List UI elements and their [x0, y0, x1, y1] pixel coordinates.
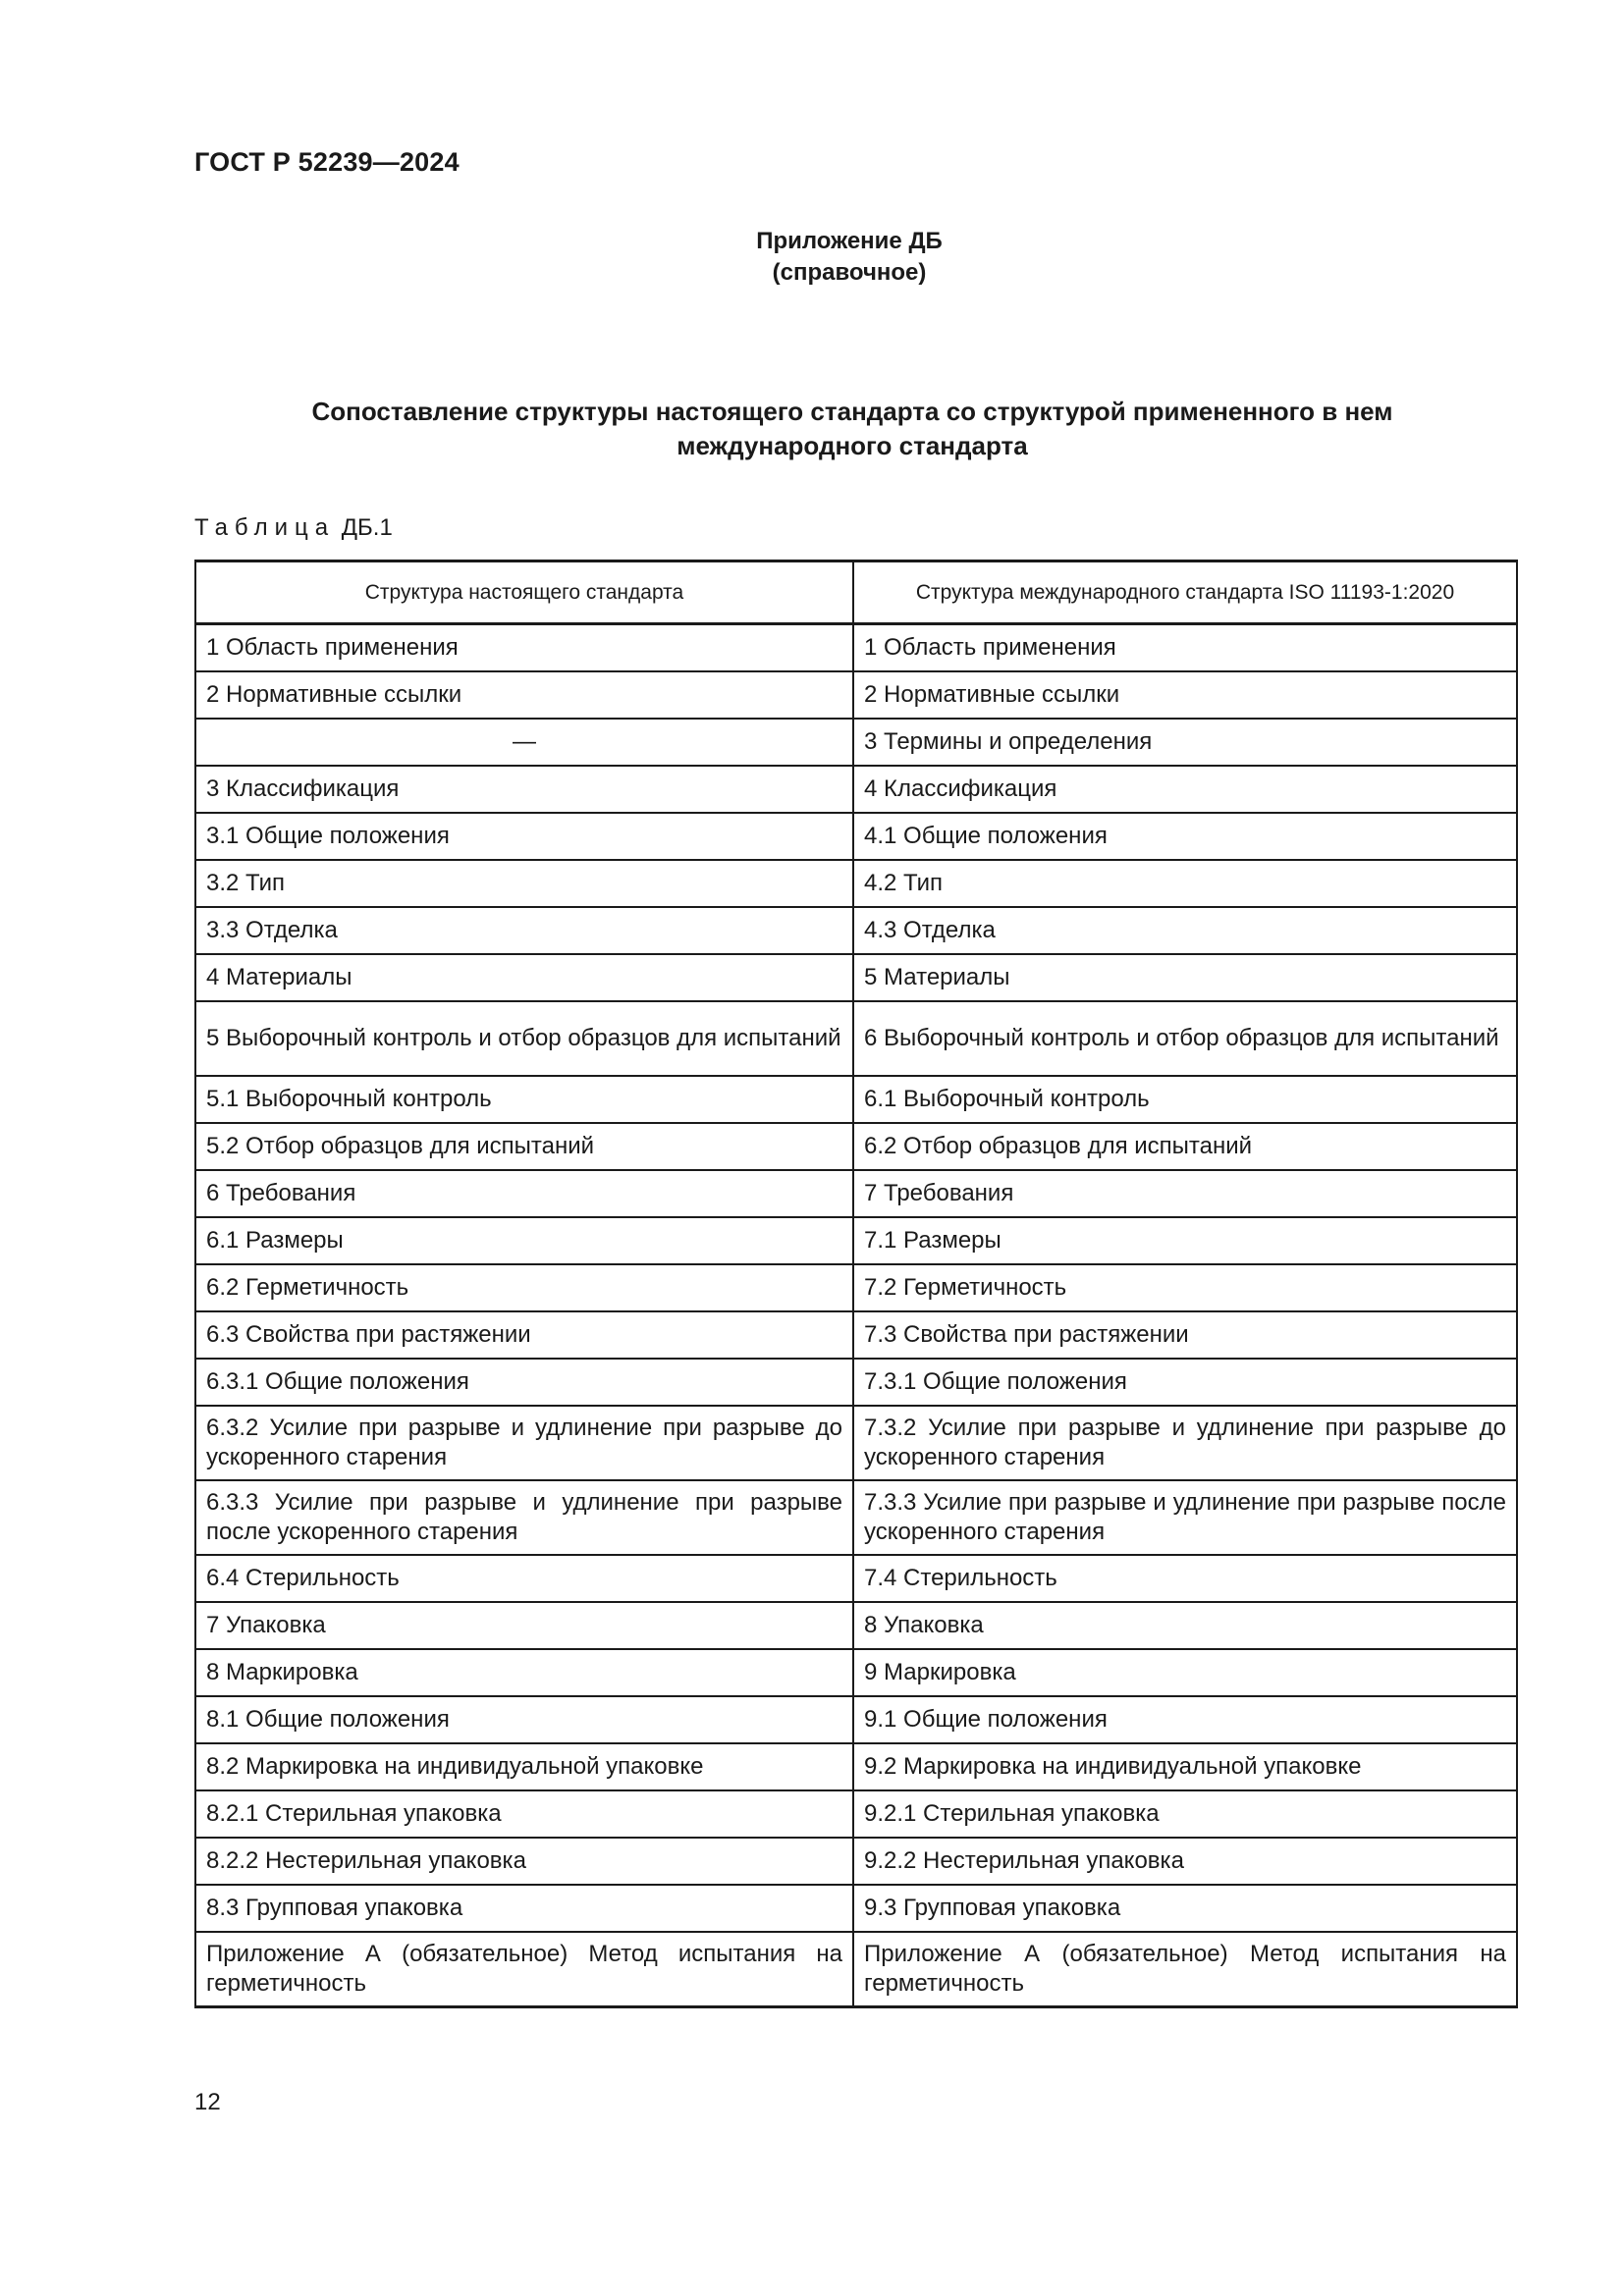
cell-national-structure: 8 Маркировка — [195, 1649, 853, 1696]
cell-national-structure: 2 Нормативные ссылки — [195, 671, 853, 719]
table-row — [195, 1602, 1517, 1649]
cell-national-structure: 6 Требования — [195, 1170, 853, 1217]
table-caption — [194, 514, 393, 542]
cell-national-structure: 6.1 Размеры — [195, 1217, 853, 1264]
cell-national-structure: 8.2.2 Нестерильная упаковка — [195, 1838, 853, 1885]
table-row — [195, 1696, 1517, 1743]
cell-national-structure: 8.2.1 Стерильная упаковка — [195, 1790, 853, 1838]
cell-national-structure: 6.4 Стерильность — [195, 1555, 853, 1602]
table-caption-word: Таблица — [194, 514, 336, 541]
cell-national-structure: 6.2 Герметичность — [195, 1264, 853, 1311]
table-row — [195, 1217, 1517, 1264]
annex-heading — [0, 226, 1624, 289]
table-caption-number: ДБ.1 — [341, 514, 393, 541]
table-row — [195, 1001, 1517, 1076]
cell-international-structure: 7.2 Герметичность — [853, 1264, 1517, 1311]
cell-national-structure: 8.1 Общие положения — [195, 1696, 853, 1743]
cell-national-structure: 3.3 Отделка — [195, 907, 853, 954]
cell-national-structure: 6.3 Свойства при растяжении — [195, 1311, 853, 1359]
table-row — [195, 1359, 1517, 1406]
cell-national-structure: 8.3 Групповая упаковка — [195, 1885, 853, 1932]
table-row — [195, 766, 1517, 813]
cell-national-structure: 6.3.1 Общие положения — [195, 1359, 853, 1406]
cell-international-structure: 7.1 Размеры — [853, 1217, 1517, 1264]
table-row — [195, 860, 1517, 907]
cell-national-structure: Приложение А (обязательное) Метод испытания на герметичность — [195, 1932, 853, 2007]
section-title-line-1: Сопоставление структуры настоящего стандарта со структурой примененного в нем — [311, 397, 1393, 426]
cell-international-structure: 7.3.3 Усилие при разрыве и удлинение при разрыве после ускоренного старения — [853, 1480, 1517, 1555]
column-header-national: Структура настоящего стандарта — [195, 561, 853, 624]
cell-international-structure: 7.4 Стерильность — [853, 1555, 1517, 1602]
cell-national-structure: 1 Область применения — [195, 624, 853, 672]
cell-international-structure: 4 Классификация — [853, 766, 1517, 813]
table-row — [195, 1406, 1517, 1480]
table-row — [195, 1932, 1517, 2007]
cell-international-structure: 8 Упаковка — [853, 1602, 1517, 1649]
cell-national-structure: 6.3.2 Усилие при разрыве и удлинение при разрыве до ускоренного старения — [195, 1406, 853, 1480]
cell-international-structure: 9.1 Общие положения — [853, 1696, 1517, 1743]
cell-international-structure: 9.2.1 Стерильная упаковка — [853, 1790, 1517, 1838]
section-title-line-2: международного стандарта — [677, 431, 1028, 460]
column-header-international: Структура международного стандарта ISO 11193-1:2020 — [853, 561, 1517, 624]
cell-international-structure: 7 Требования — [853, 1170, 1517, 1217]
table-row — [195, 1555, 1517, 1602]
cell-national-structure: 4 Материалы — [195, 954, 853, 1001]
cell-international-structure: 9.3 Групповая упаковка — [853, 1885, 1517, 1932]
cell-international-structure: 6 Выборочный контроль и отбор образцов для испытаний — [853, 1001, 1517, 1076]
section-title — [194, 395, 1510, 463]
cell-international-structure: 3 Термины и определения — [853, 719, 1517, 766]
table-row — [195, 1649, 1517, 1696]
table-row — [195, 813, 1517, 860]
cell-national-structure: 5.1 Выборочный контроль — [195, 1076, 853, 1123]
table-row — [195, 1480, 1517, 1555]
table-body — [195, 624, 1517, 2007]
cell-national-structure: — — [195, 719, 853, 766]
table-row — [195, 1264, 1517, 1311]
table-row — [195, 1743, 1517, 1790]
cell-national-structure: 3 Классификация — [195, 766, 853, 813]
cell-international-structure: 2 Нормативные ссылки — [853, 671, 1517, 719]
cell-national-structure: 3.1 Общие положения — [195, 813, 853, 860]
cell-international-structure: 1 Область применения — [853, 624, 1517, 672]
annex-title: Приложение ДБ — [756, 228, 943, 254]
table-header-row — [195, 561, 1517, 624]
cell-international-structure: 4.2 Тип — [853, 860, 1517, 907]
table-row — [195, 671, 1517, 719]
cell-national-structure: 3.2 Тип — [195, 860, 853, 907]
cell-international-structure: Приложение А (обязательное) Метод испытания на герметичность — [853, 1932, 1517, 2007]
table-row — [195, 1076, 1517, 1123]
comparison-table — [194, 560, 1518, 2008]
cell-international-structure: 7.3 Свойства при растяжении — [853, 1311, 1517, 1359]
table-row — [195, 907, 1517, 954]
cell-international-structure: 9 Маркировка — [853, 1649, 1517, 1696]
document-code: ГОСТ Р 52239—2024 — [194, 147, 460, 177]
cell-national-structure: 6.3.3 Усилие при разрыве и удлинение при разрыве после ускоренного старения — [195, 1480, 853, 1555]
cell-international-structure: 4.3 Отделка — [853, 907, 1517, 954]
cell-international-structure: 4.1 Общие положения — [853, 813, 1517, 860]
page-number: 12 — [194, 2089, 221, 2115]
annex-status: (справочное) — [772, 259, 927, 286]
cell-international-structure: 9.2.2 Нестерильная упаковка — [853, 1838, 1517, 1885]
table-row — [195, 1885, 1517, 1932]
cell-international-structure: 6.2 Отбор образцов для испытаний — [853, 1123, 1517, 1170]
table-row — [195, 1170, 1517, 1217]
cell-international-structure: 9.2 Маркировка на индивидуальной упаковке — [853, 1743, 1517, 1790]
table-row — [195, 719, 1517, 766]
cell-international-structure: 7.3.2 Усилие при разрыве и удлинение при разрыве до ускоренного старения — [853, 1406, 1517, 1480]
cell-national-structure: 5.2 Отбор образцов для испытаний — [195, 1123, 853, 1170]
table-row — [195, 954, 1517, 1001]
table-row — [195, 1838, 1517, 1885]
table-row — [195, 1790, 1517, 1838]
cell-national-structure: 8.2 Маркировка на индивидуальной упаковке — [195, 1743, 853, 1790]
cell-international-structure: 5 Материалы — [853, 954, 1517, 1001]
table-row — [195, 1123, 1517, 1170]
cell-international-structure: 7.3.1 Общие положения — [853, 1359, 1517, 1406]
cell-national-structure: 5 Выборочный контроль и отбор образцов для испытаний — [195, 1001, 853, 1076]
cell-international-structure: 6.1 Выборочный контроль — [853, 1076, 1517, 1123]
cell-national-structure: 7 Упаковка — [195, 1602, 853, 1649]
table-row — [195, 624, 1517, 672]
table-row — [195, 1311, 1517, 1359]
